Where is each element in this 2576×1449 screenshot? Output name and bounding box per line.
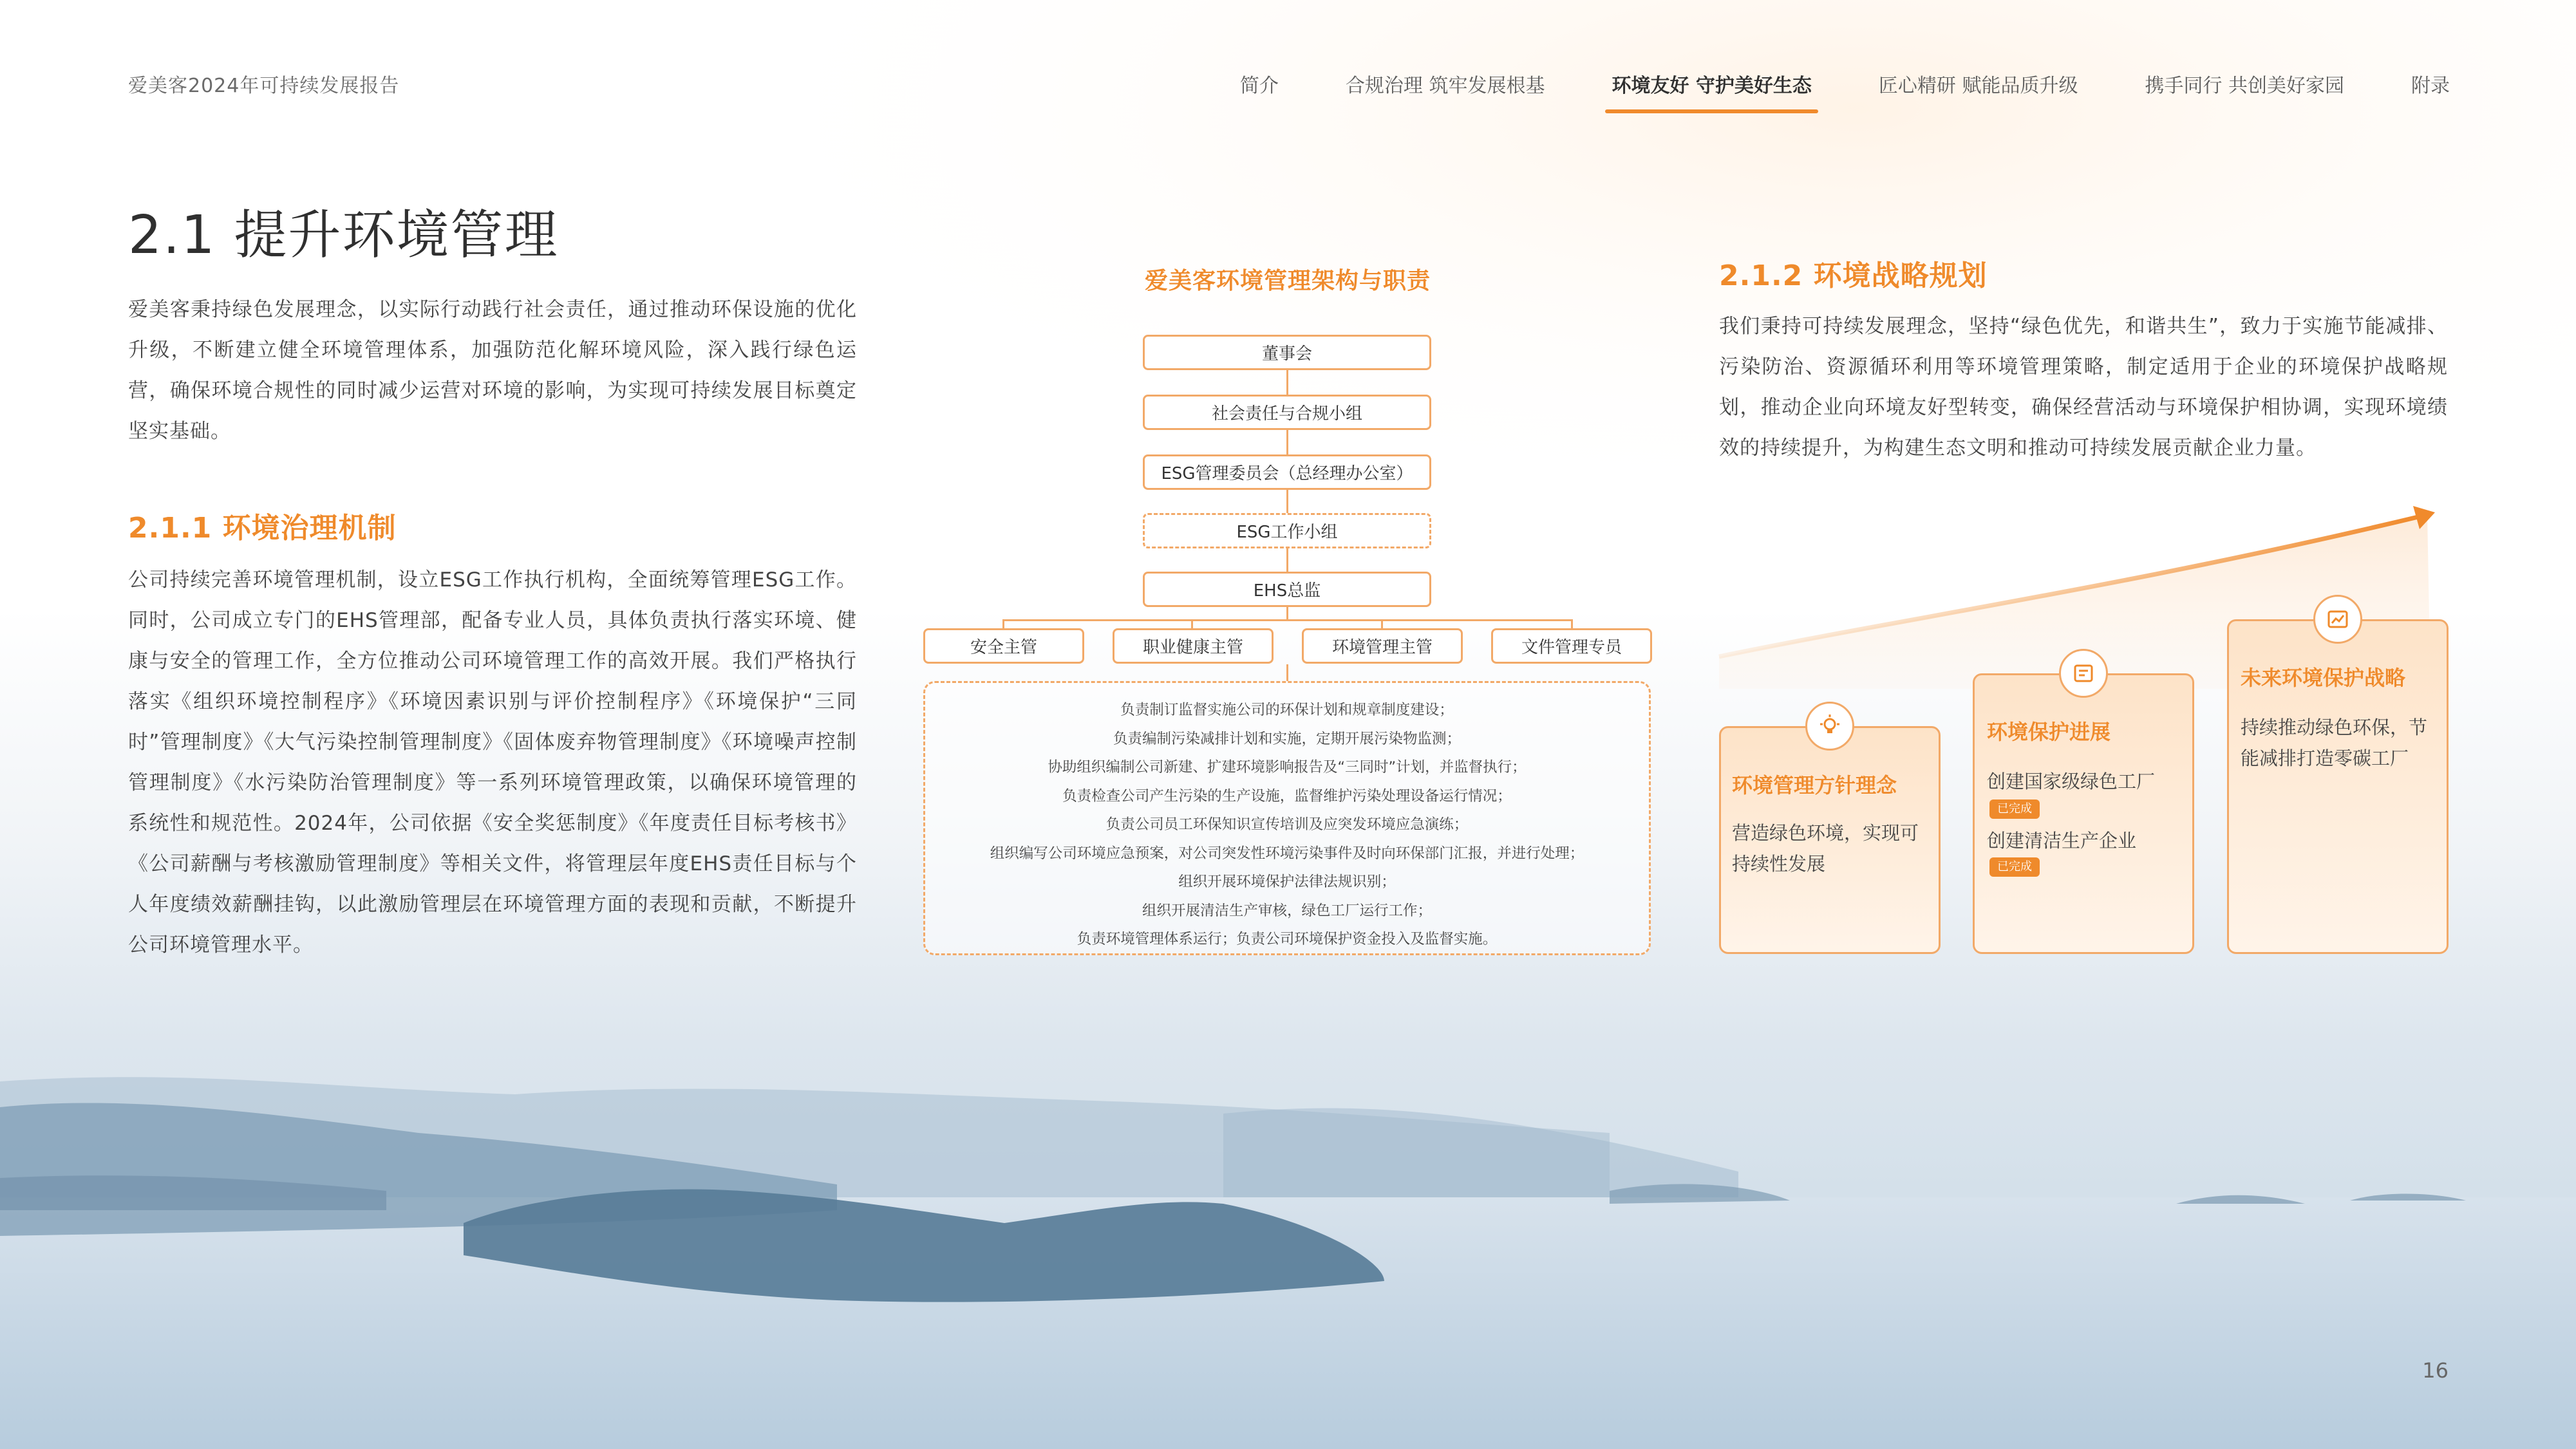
nav-environment[interactable]: 环境友好 守护美好生态 (1612, 70, 1811, 98)
duty-item: 负责检查公司产生污染的生产设施，监督维护污染处理设备运行情况； (1062, 787, 1512, 805)
report-title: 爱美客2024年可持续发展报告 (128, 75, 400, 97)
duties-box (923, 681, 1651, 955)
progress-item: 创建国家级绿色工厂 (1987, 771, 2156, 792)
org-connector (1286, 430, 1288, 454)
org-role-health: 职业健康主管 (1113, 628, 1274, 664)
duty-item: 协助组织编制公司新建、扩建环境影响报告及“三同时”计划，并监督执行； (1048, 759, 1527, 776)
duty-item: 负责制订监督实施公司的环保计划和规章制度建设； (1120, 702, 1454, 718)
duty-item: 负责环境管理体系运行；负责公司环境保护资金投入及监督实施。 (1076, 931, 1498, 948)
org-node-board: 董事会 (1143, 335, 1431, 370)
subsection-strategy-title: 2.1.2 环境战略规划 (1719, 259, 1988, 292)
org-node-esg-committee: ESG管理委员会（总经理办公室） (1143, 454, 1431, 490)
org-connector (1571, 619, 1573, 628)
org-connector (1286, 548, 1288, 572)
progress-item: 创建清洁生产企业 (1987, 830, 2137, 852)
org-role-safety: 安全主管 (923, 628, 1084, 664)
duty-item: 组织开展环境保护法律法规识别； (1178, 874, 1396, 890)
strategy-card-text: 持续推动绿色环保，节能减排打造零碳工厂 (2241, 716, 2428, 769)
strategy-card-title: 环境保护进展 (1987, 720, 2111, 744)
org-connector (1002, 619, 1004, 628)
completed-badge: 已完成 (1989, 857, 2040, 877)
subsection-governance-text: 公司持续完善环境管理机制，设立ESG工作执行机构，全面统筹管理ESG工作。同时，公司成立专门的EHS管理部，配备专业人员，具体负责执行落实环境、健康与安全的管理工作，全方位推动公司环境管理工作的高效开展。我们严格执行落实《组织环境控制程序》《环境因素识别与评价控制程序》《环境保护“三同时”管理制度》《大气污染控制管理制度》《固体废弃物管理制度》《环境噪声控制管理制度》《水污染防治管理制度》等一系列环境管理政策，以确保环境管理的系统性和规范性。2024年，公司依据《安全奖惩制度》《年度责任目标考核书》《公司薪酬与考核激励管理制度》等相关文件，将管理层年度EHS责任目标与个人年度绩效薪酬挂钩，以此激励管理层在环境管理方面的表现和贡献，不断提升公司环境管理水平。 (128, 568, 857, 957)
org-connector (1286, 664, 1288, 681)
nav-quality[interactable]: 匠心精研 赋能品质升级 (1878, 75, 2078, 97)
strategy-card-title: 环境管理方针理念 (1732, 773, 1897, 798)
lightbulb-icon (1805, 702, 1854, 751)
org-connector (1286, 607, 1288, 620)
nav-governance[interactable]: 合规治理 筑牢发展根基 (1345, 75, 1545, 97)
org-connector (1381, 619, 1383, 628)
duty-item: 组织开展清洁生产审核，绿色工厂运行工作； (1142, 902, 1432, 919)
duty-item: 组织编写公司环境应急预案，对公司突发性环境污染事件及时向环保部门汇报，并进行处理； (990, 845, 1584, 862)
nav-intro[interactable]: 简介 (1239, 75, 1279, 97)
org-node-csr-group: 社会责任与合规小组 (1143, 395, 1431, 430)
org-role-documents: 文件管理专员 (1491, 628, 1652, 664)
section-title: 2.1 提升环境管理 (128, 205, 559, 266)
nav-community[interactable]: 携手同行 共创美好家园 (2145, 75, 2344, 97)
org-chart-title: 爱美客环境管理架构与职责 (1144, 268, 1431, 294)
org-node-esg-working-group: ESG工作小组 (1143, 513, 1431, 548)
org-branch-line (1002, 619, 1571, 621)
completed-badge: 已完成 (1989, 799, 2040, 819)
subsection-governance-title: 2.1.1 环境治理机制 (128, 512, 397, 545)
org-connector (1191, 619, 1193, 628)
document-check-icon (2059, 649, 2108, 698)
trend-chart-icon (2313, 595, 2362, 644)
strategy-card-title: 未来环境保护战略 (2241, 666, 2406, 690)
strategy-card-text: 营造绿色环境，实现可持续性发展 (1732, 822, 1919, 875)
page-number: 16 (2422, 1358, 2449, 1383)
org-connector (1286, 370, 1288, 395)
duty-item: 负责公司员工环保知识宣传培训及应突发环境应急演练； (1105, 816, 1469, 833)
duty-item: 负责编制污染减排计划和实施，定期开展污染物监测； (1113, 730, 1461, 747)
org-connector (1286, 490, 1288, 513)
top-navigation (1173, 70, 2450, 98)
org-node-ehs-director: EHS总监 (1143, 572, 1431, 607)
org-role-environment: 环境管理主管 (1302, 628, 1463, 664)
section-intro: 爱美客秉持绿色发展理念，以实际行动践行社会责任，通过推动环保设施的优化升级，不断建立健全环境管理体系，加强防范化解环境风险，深入践行绿色运营，确保环境合规性的同时减少运营对环境的影响，为实现可持续发展目标奠定坚实基础。 (128, 298, 857, 443)
nav-appendix[interactable]: 附录 (2411, 75, 2450, 97)
subsection-strategy-text: 我们秉持可持续发展理念，坚持“绿色优先，和谐共生”，致力于实施节能减排、污染防治、资源循环利用等环境管理策略，制定适用于企业的环境保护战略规划，推动企业向环境友好型转变，确保经营活动与环境保护相协调，实现环境绩效的持续提升，为构建生态文明和推动可持续发展贡献企业力量。 (1719, 315, 2448, 460)
